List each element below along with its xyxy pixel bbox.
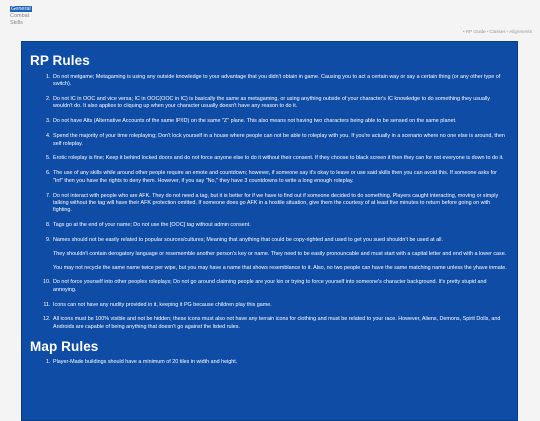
nav-item-skills[interactable] <box>10 20 32 27</box>
rule-extra-text: You may not recycle the same name twice per wipe, but you may have a name that shows resemblance to it. Also, no two people can have the same matching name unless the yhave inmate. <box>53 264 507 271</box>
breadcrumb-bullet-icon: • <box>506 29 509 34</box>
rule-item: 3. Do not have Alts (Alternative Accounts of the same IP/ID) on the same "Z" plane. This also means not having two characters being able to be sensed on the same planet. <box>52 118 507 125</box>
rule-item: 7. Do not interact with people who are AFK. They do not need a tag, but it is better for if we have to find out if someone decided to do something. Players caught interacting, moving or simply talking without the tag will have their AFK protection omitted. If someone does go AFK in a hostile situation, give them the courtesy of at least five minutes to return before going on with fighting. <box>52 193 507 215</box>
rule-item: 10. Do not force yourself into other peoples roleplays; Do not go around claiming people are your kin or trying to force yourself into someone's character background. It's pretty stupid and annoying. <box>52 279 507 294</box>
rules-panel <box>21 41 518 421</box>
rp-rules-list <box>30 74 507 331</box>
rule-extra-text: They shouldn't contain derogatory language or resememble another person's key or name. They need to be easily pronouncable and must start with a capital letter and end with a lower case. <box>53 250 507 257</box>
map-rules-heading: Map Rules <box>30 339 99 355</box>
breadcrumb <box>463 29 532 34</box>
nav-item-label: General <box>11 6 31 12</box>
rule-item: 4. Spend the majority of your time roleplaying; Don't lock yourself in a house where people can not be able to roleplay with you. If you're actually in a scenario where no one else is around, then self roleplay. <box>52 133 507 148</box>
breadcrumb-item-alignments[interactable]: Alignments <box>509 29 532 34</box>
top-nav <box>10 6 32 27</box>
nav-item-label: Skills <box>10 20 23 26</box>
rule-item: 1. Player-Made buildings should have a minimum of 20 tiles in width and height. <box>52 359 507 366</box>
rule-text: Names should not be easily related to popular sources/cultures; Meaning that anything that could be copy-righted and used to get you sued shouldn't be used at all. <box>53 236 444 243</box>
rule-item: 11. Icons can not have any nudity provided in it, keeping it PG because children play this game. <box>52 302 507 309</box>
rule-item: 5. Erotic roleplay is fine; Keep it behind locked doors and do not force anyone else to do it without their consent. If they choose to black screen it then they can for not everyone is down to do it. <box>52 155 507 162</box>
rule-item: 8. Tags go at the end of your name; Do not use the [OOC] tag without admin consent. <box>52 222 507 229</box>
rule-item: 6. The use of any skills while around other people require an emote and countdown; however, if someone say it's okay to leave or use said skills then you can avoid this. If someone asks for "Inf" then you have the rights to deny them. However, if you say "No," they have 3 countdowns to write a long enough roleplay. <box>52 170 507 185</box>
breadcrumb-bullet-icon: • <box>462 29 465 34</box>
rule-item: 2. Do not IC in OOC and vice versa; IC in OOC(OOC in IC) is basically the same as metagaming, or using anything outside of your character's IC knowledge to do something they usually wouldn't do. It also applies to cliquing up when your character usually doesn't have any reason to do it. <box>52 96 507 111</box>
rule-item <box>52 237 507 272</box>
breadcrumb-item-classes[interactable]: Classes <box>489 29 506 34</box>
nav-item-combat[interactable] <box>10 13 32 20</box>
rule-item: 1. Do not metgame; Metagaming is using any outside knowledge to your advantage that you didn't obtain in game. Causing you to act a certain way or say a certain thing (or any other type of switch). <box>52 74 507 89</box>
nav-item-label: Combat <box>10 13 30 19</box>
rule-item: 12. All icons must be 100% visible and not be hidden; these icons must also not have any terrain icons for clothing and must be related to your race. However, Aliens, Demons, Spirit Dolls, and Androids are capable of being anything that doesn't go against the listed rules. <box>52 316 507 331</box>
map-rules-list <box>30 359 507 366</box>
breadcrumb-item-rp-guide[interactable]: RP Guide <box>465 29 486 34</box>
rp-rules-heading: RP Rules <box>30 53 90 68</box>
nav-item-general[interactable] <box>10 6 32 13</box>
breadcrumb-bullet-icon: • <box>486 29 489 34</box>
